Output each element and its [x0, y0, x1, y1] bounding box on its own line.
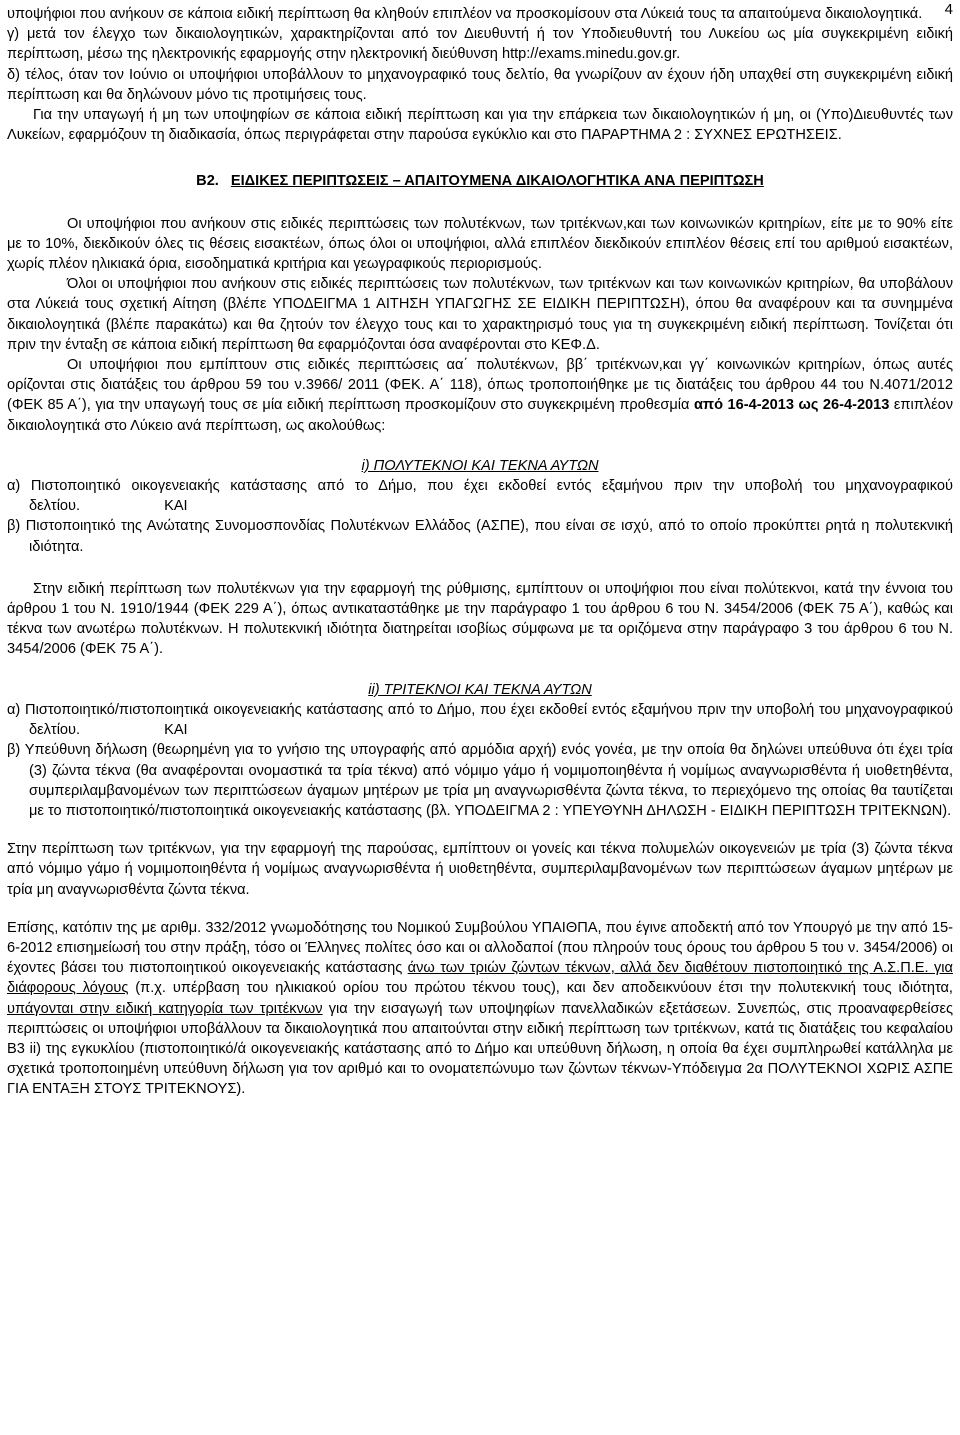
triteknoi-underlined-2: υπάγονται στην ειδική κατηγορία των τριτέκνων	[7, 1000, 323, 1017]
body-paragraph-3-part-b: επιπλέον δικαιολογητικά στο Λύκειο ανά περίπτωση, ως ακολούθως:	[7, 397, 953, 434]
body-paragraph-3-part-a: Οι υποψήφιοι που εμπίπτουν στις ειδικές περιπτώσεις αα΄ πολυτέκνων, ββ΄ τριτέκνων,και γγ΄ κοινωνικών κριτηρίων, όπως αυτές ορίζονται στις διατάξεις του άρθρου 59 του ν.3966/ 2011 (ΦΕΚ. Α΄ 118), όπως τροποποιήθηκε με τις διατάξεις του άρθρου 44 του Ν.4071/2012 (ΦΕΚ 85 Α΄), για την υπαγωγή τους σε μία ειδική περίπτωση προσκομίζουν στο συγκεκριμένη προθεσμία	[7, 357, 953, 414]
page-number: 4	[944, 1, 953, 18]
triteknoi-item-b: β) Υπεύθυνη δήλωση (θεωρημένη για το γνήσιο της υπογραφής από αρμόδια αρχή) ενός γονέα, με την οποία θα δηλώνει υπεύθυνα ότι έχει τρία (3) ζώντα τέκνα (θα αναφέρονται ονομαστικά τα τρία τέκνα) από νόμιμο γάμο ή νομιμοποιηθέντα ή νομίμως αναγνωρισθέντα ή υιοθετηθέντα, συμπεριλαμβανομένων των περιπτώσεων άγαμων μητέρων με τρία μη αναγνωρισθέντα ζώντα τέκνα, το περιεχόμενο της οποίας θα ταυτίζεται με το πιστοποιητικό/πιστοποιητικά οικογενειακής κατάστασης (βλ. ΥΠΟΔΕΙΓΜΑ 2 : ΥΠΕΥΘΥΝΗ ΔΗΛΩΣΗ - ΕΙΔΙΚΗ ΠΕΡΙΠΤΩΣΗ ΤΡΙΤΕΚΝΩΝ).	[7, 742, 953, 819]
polyteknoi-item-a-and: ΚΑΙ	[164, 498, 188, 515]
intro-paragraph-procedure: Για την υπαγωγή ή μη των υποψηφίων σε κάποια ειδική περίπτωση και για την επάρκεια των δικαιολογητικών ή μη, οι (Υπο)Διευθυντές των Λυκείων, εφαρμόζουν τη διαδικασία, όπως περιγράφεται στην παρούσα εγκύκλιο και στο ΠΑΡΑΡΤΗΜΑ 2 : ΣΥΧΝΕΣ ΕΡΩΤΗΣΕΙΣ.	[7, 107, 953, 144]
polyteknoi-heading: i) ΠΟΛΥΤΕΚΝΟΙ ΚΑΙ ΤΕΚΝΑ ΑΥΤΩΝ	[361, 457, 599, 474]
section-heading	[7, 171, 953, 191]
body-paragraph-2: Όλοι οι υποψήφιοι που ανήκουν στις ειδικές περιπτώσεις των πολυτέκνων, των τριτέκνων και των κοινωνικών κριτηρίων, θα υποβάλουν στα Λύκειά τους σχετική Αίτηση (βλέπε ΥΠΟΔΕΙΓΜΑ 1 ΑΙΤΗΣΗ ΥΠΑΓΩΓΗΣ ΣΕ ΕΙΔΙΚΗ ΠΕΡΙΠΤΩΣΗ), όπου θα αναφέρουν και τα συνημμένα δικαιολογητικά (βλέπε παρακάτω) και θα ζητούν τον έλεγχο τους και το χαρακτηρισμό τους για τη συγκεκριμένη ειδική περίπτωση. Τονίζεται ότι πριν την ένταξη σε κάποια ειδική περίπτωση θα εφαρμόζονται όσα αναφέρονται στο ΚΕΦ.Δ.	[7, 276, 953, 353]
polyteknoi-item-a-text: α) Πιστοποιητικό οικογενειακής κατάστασης από το Δήμο, που έχει εκδοθεί εντός εξαμήνου πριν την υποβολή του μηχανογραφικού δελτίου.	[7, 478, 953, 515]
triteknoi-paragraph-2	[7, 918, 953, 1100]
section-title: ΕΙΔΙΚΕΣ ΠΕΡΙΠΤΩΣΕΙΣ – ΑΠΑΙΤΟΥΜΕΝΑ ΔΙΚΑΙΟΛΟΓΗΤΙΚΑ ΑΝΑ ΠΕΡΙΠΤΩΣΗ	[230, 173, 764, 190]
triteknoi-item-a-and: ΚΑΙ	[164, 722, 188, 739]
triteknoi-paragraph-2-part-a: Επίσης, κατόπιν της με αριθμ. 332/2012 γνωμοδότησης του Νομικού Συμβούλου ΥΠΑΙΘΠΑ, που έγινε αποδεκτή από τον Υπουργό με την από 15-6-2012 επισημείωσή του στην πράξη, τόσο οι Έλληνες πολίτες όσο και οι αλλοδαποί (που πληρούν τους όρους του άρθρου 5 του ν. 3454/2006) οι έχοντες βάσει του πιστοποιητικού οικογενειακής κατάστασης	[7, 919, 953, 977]
triteknoi-paragraph-1: Στην περίπτωση των τριτέκνων, για την εφαρμογή της παρούσας, εμπίπτουν οι γονείς και τέκνα πολυμελών οικογενειών με τρία (3) ζώντα τέκνα από νόμιμο γάμο ή νομιμοποιηθέντα ή νομίμως αναγνωρισθέντα ή υιοθετηθέντα, συμπεριλαμβανομένων των περιπτώσεων άγαμων μητέρων με τρία μη αναγνωρισθέντα ζώντα τέκνα.	[7, 841, 953, 898]
triteknoi-item-a-text: α) Πιστοποιητικό/πιστοποιητικά οικογενειακής κατάστασης από το Δήμο, που έχει εκδοθεί εντός εξαμήνου πριν την υποβολή του μηχανογραφικού δελτίου.	[7, 701, 953, 739]
intro-paragraph-1: υποψήφιοι που ανήκουν σε κάποια ειδική περίπτωση θα κληθούν επιπλέον να προσκομίσουν στα Λύκειά τους τα απαιτούμενα δικαιολογητικά.	[7, 6, 923, 22]
submission-dates: από 16-4-2013 ως 26-4-2013	[693, 397, 890, 414]
polyteknoi-item-a	[7, 476, 953, 516]
body-paragraph-3	[7, 355, 953, 436]
intro-paragraph-c: γ) μετά τον έλεγχο των δικαιολογητικών, χαρακτηρίζονται από τον Διευθυντή ή τον Υποδιευθυντή του Λυκείου ως μία συγκεκριμένη ειδική περίπτωση, μέσω της ηλεκτρονικής εφαρμογής στην ηλεκτρονική διεύθυνση http://exams.minedu.gov.gr.	[7, 26, 953, 63]
polyteknoi-item-b: β) Πιστοποιητικό της Ανώτατης Συνομοσπονδίας Πολυτέκνων Ελλάδος (ΑΣΠΕ), που είναι σε ισχύ, από το οποίο προκύπτει ρητά η πολυτεκνική ιδιότητα.	[7, 518, 953, 555]
triteknoi-heading: ii) ΤΡΙΤΕΚΝΟΙ ΚΑΙ ΤΕΚΝΑ ΑΥΤΩΝ	[368, 681, 592, 698]
triteknoi-item-a	[7, 700, 953, 740]
body-paragraph-1: Οι υποψήφιοι που ανήκουν στις ειδικές περιπτώσεις των πολυτέκνων, των τριτέκνων,και των κοινωνικών κριτηρίων, είτε με το 90% είτε με το 10%, διεκδικούν όλες τις θέσεις εισακτέων, όπως όλοι οι υποψήφιοι, αλλά επιπλέον διεκδικούν επιπλέον θέσεις επί του αριθμού εισακτέων, χωρίς πλέον ηλικιακά όρια, εισοδηματικά κριτήρια και γεωγραφικούς περιορισμούς.	[7, 215, 953, 273]
triteknoi-paragraph-2-part-b: (π.χ. υπέρβαση του ηλικιακού ορίου του πρώτου τέκνου τους), και δεν αποδεικνύουν έτσι την πολυτεκνική τους ιδιότητα,	[128, 980, 953, 997]
polyteknoi-paragraph: Στην ειδική περίπτωση των πολυτέκνων για την εφαρμογή της ρύθμισης, εμπίπτουν οι υποψήφιοι που είναι πολύτεκνοι, κατά την έννοια του άρθρου 1 του Ν. 1910/1944 (ΦΕΚ 229 Α΄), όπως αντικαταστάθηκε με την παράγραφο 1 του άρθρου 6 του Ν. 3454/2006 (ΦΕΚ 75 Α΄), καθώς και τέκνα των ανωτέρω πολυτέκνων. Η πολυτεκνική ιδιότητα διατηρείται ισοβίως σύμφωνα με τα οριζόμενα στην παράγραφο 3 του άρθρου 6 του Ν. 3454/2006 (ΦΕΚ 75 Α΄).	[7, 580, 953, 658]
triteknoi-underlined-1: άνω των τριών ζώντων τέκνων, αλλά δεν διαθέτουν πιστοποιητικό της Α.Σ.Π.Ε. για διάφορους λόγους	[7, 960, 953, 997]
intro-paragraph-d: δ) τέλος, όταν τον Ιούνιο οι υποψήφιοι υποβάλλουν το μηχανογραφικό τους δελτίο, θα γνωρίζουν αν έχουν ήδη υπαχθεί στη συγκεκριμένη ειδική περίπτωση και θα δηλώνουν μόνο τις προτιμήσεις τους.	[7, 66, 953, 103]
triteknoi-paragraph-2-part-c: για την εισαγωγή των υποψηφίων πανελλαδικών εξετάσεων. Συνεπώς, στις προαναφερθείσες περιπτώσεις οι υποψήφιοι υποβάλλουν τα δικαιολογητικά που απαιτούνται στην ειδική περίπτωση των τριτέκνων, κατά τις διατάξεις του κεφαλαίου Β3 ii) της εγκυκλίου (πιστοποιητικό/ά οικογενειακής κατάστασης από το Δήμο και υπεύθυνη δήλωση, η οποία θα έχει συμπληρωθεί κατάλληλα με σχετικά τροποποιημένη υπεύθυνη δήλωση για τον αριθμό και το ονοματεπώνυμο των ζώντων τέκνων-Υπόδειγμα 2α ΠΟΛΥΤΕΚΝΟΙ ΧΩΡΙΣ ΑΣΠΕ ΓΙΑ ΕΝΤΑΞΗ ΣΤΟΥΣ ΤΡΙΤΕΚΝΟΥΣ).	[7, 1000, 953, 1098]
section-number: Β2.	[196, 173, 219, 190]
